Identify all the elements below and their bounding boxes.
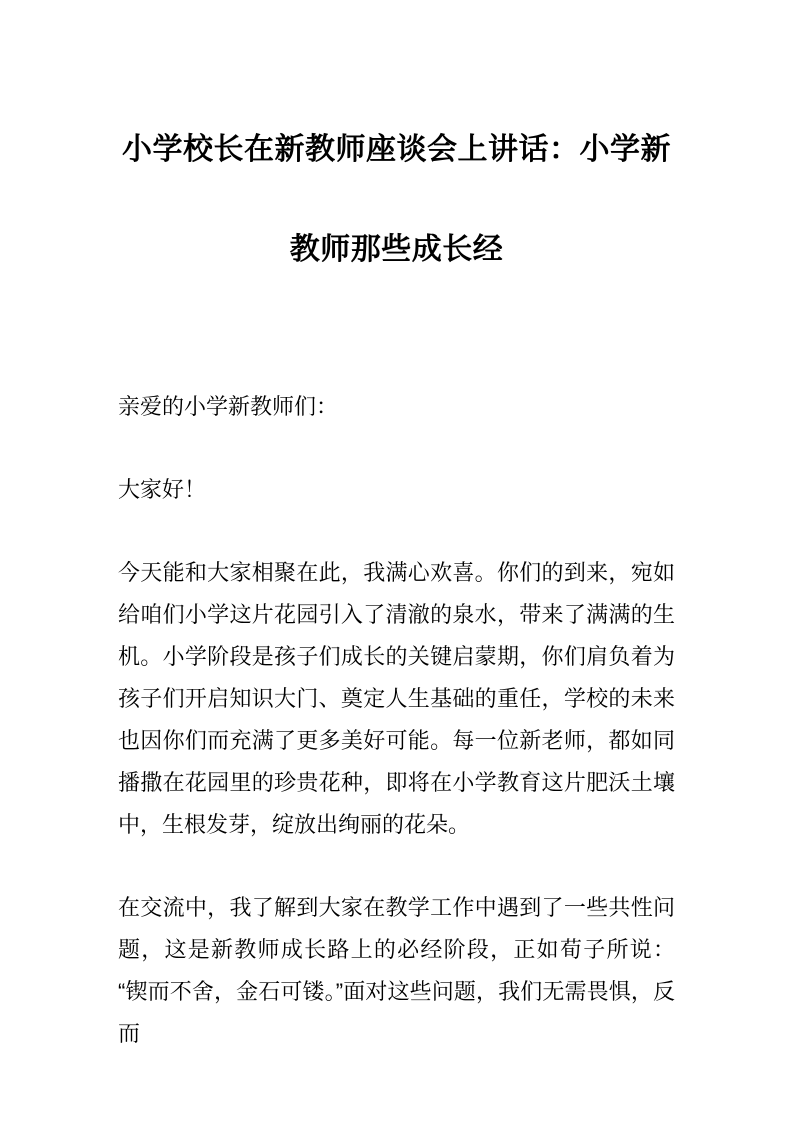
paragraph-salutation: 亲爱的小学新教师们： — [118, 394, 339, 419]
paragraph-body-2: 在交流中，我了解到大家在教学工作中遇到了一些共性问题，这是新教师成长路上的必经阶段，正如荀子所说：“锲而不舍，金石可镂。”面对这些问题，我们无需畏惧，反而 — [118, 895, 675, 1046]
document-title — [118, 100, 675, 300]
document-title-line-1: 小学校长在新教师座谈会上讲话：小学新 — [122, 133, 671, 166]
paragraph-greeting: 大家好！ — [118, 477, 207, 502]
document-title-line-2: 教师那些成长经 — [289, 233, 504, 266]
document-body — [118, 386, 675, 1055]
paragraph-body-1: 今天能和大家相聚在此，我满心欢喜。你们的到来，宛如给咱们小学这片花园引入了清澈的泉水，带来了满满的生机。小学阶段是孩子们成长的关键启蒙期，你们肩负着为孩子们开启知识大门、奠定人生基础的重任，学校的未来也因你们而充满了更多美好可能。每一位新老师，都如同播撒在花园里的珍贵花种，即将在小学教育这片肥沃土壤中，生根发芽，绽放出绚丽的花朵。 — [118, 560, 675, 837]
